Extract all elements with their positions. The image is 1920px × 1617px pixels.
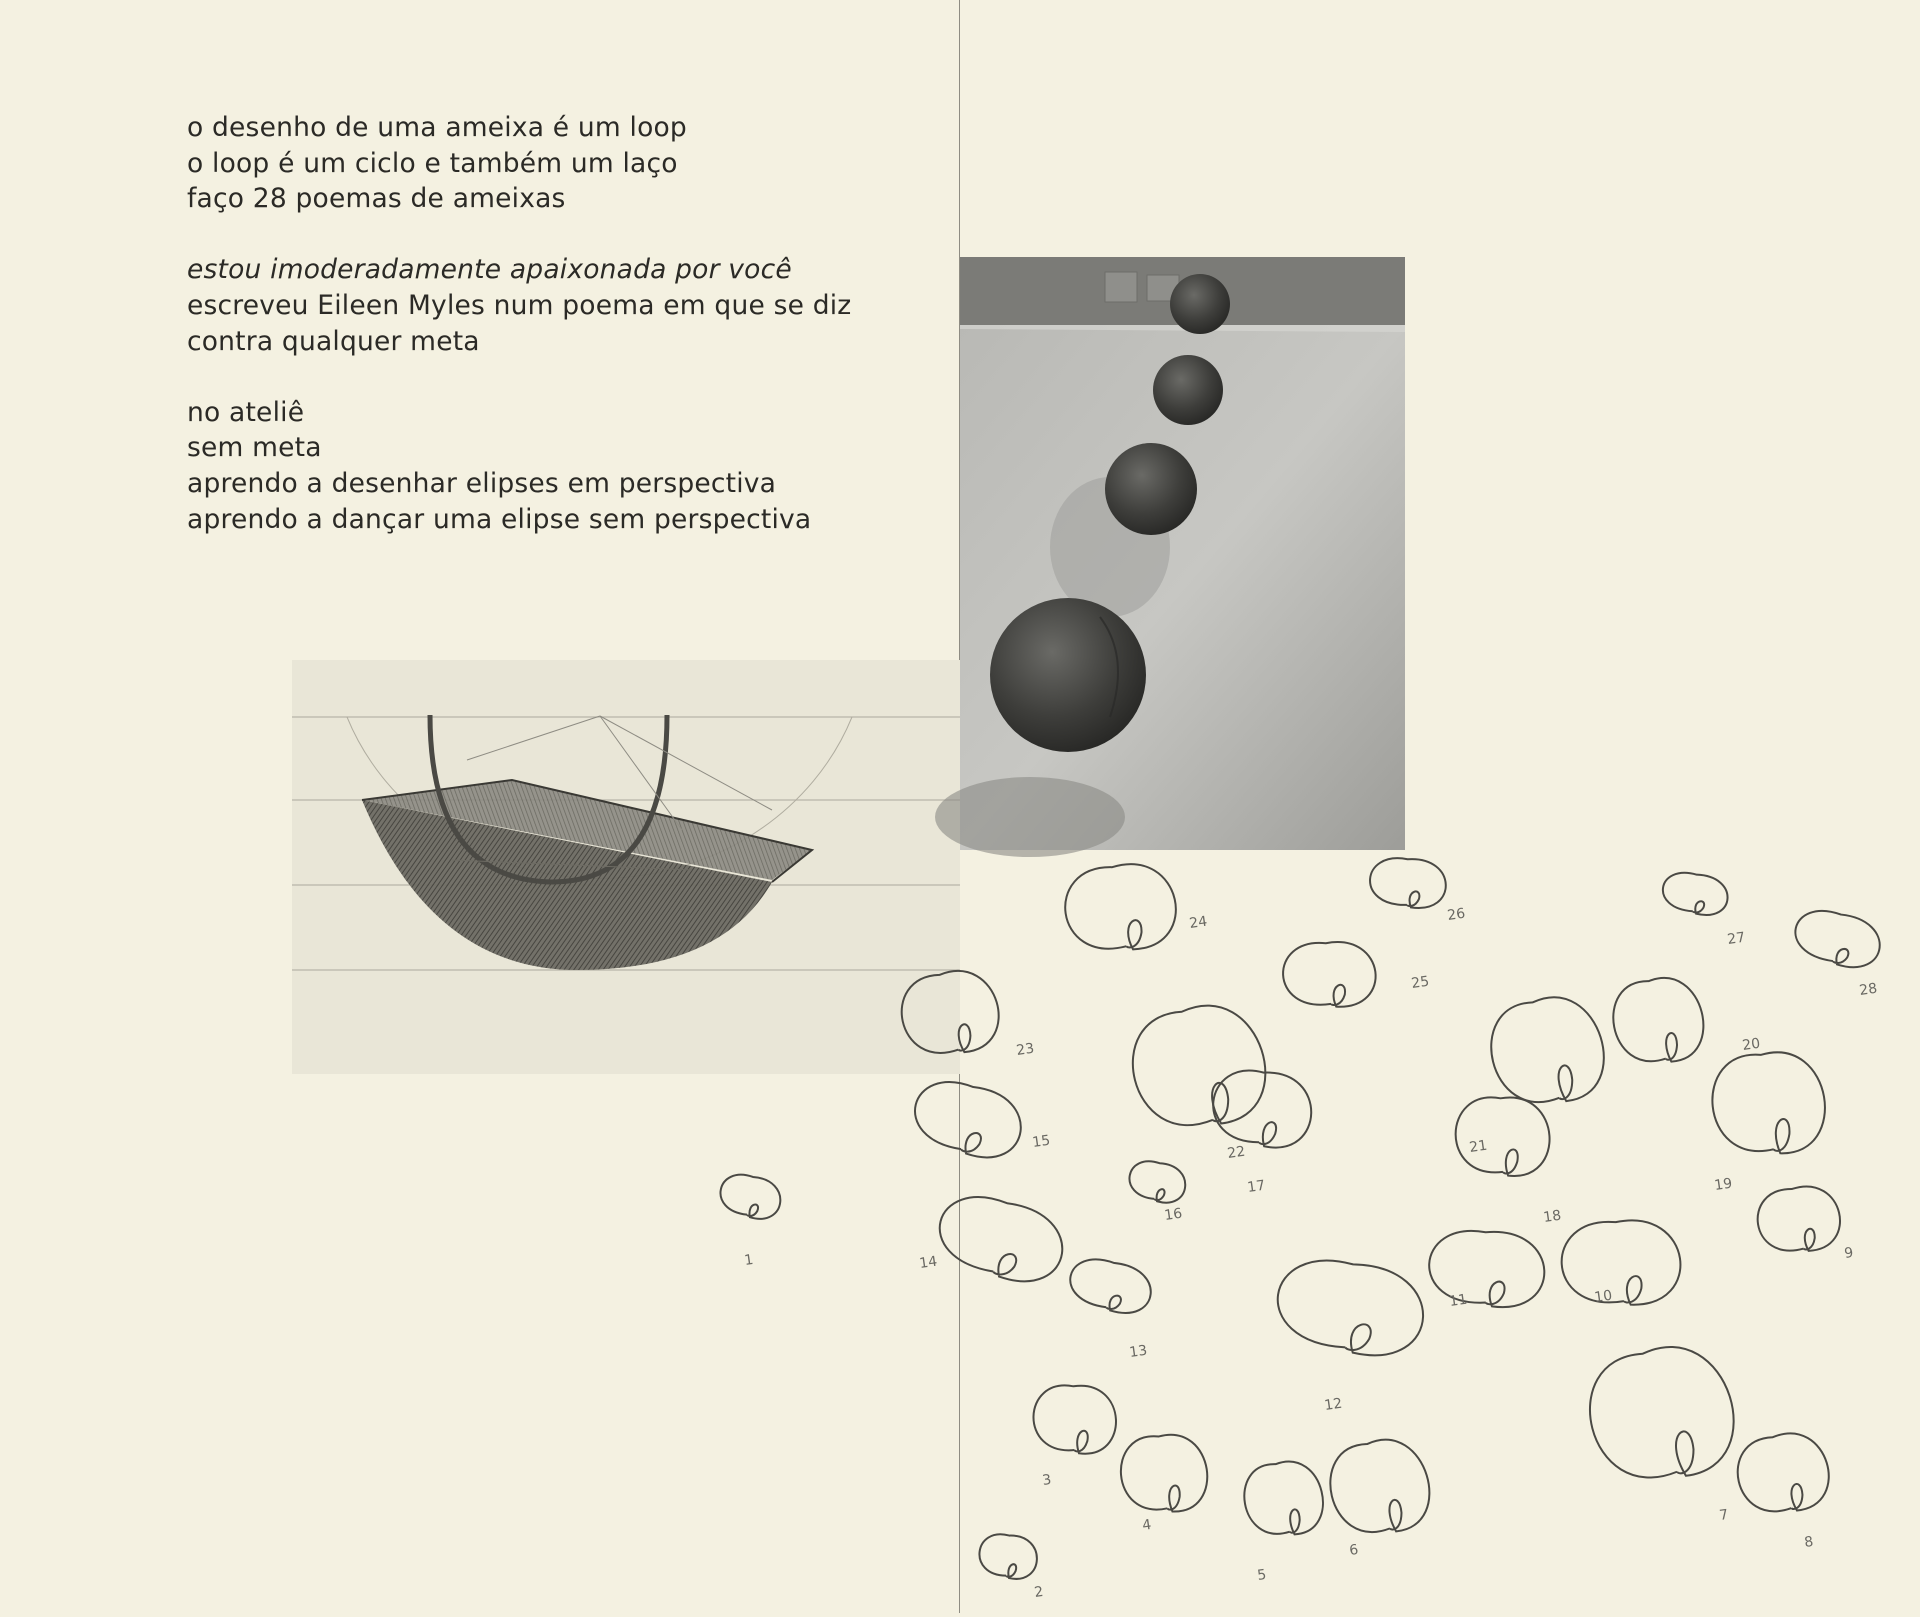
plum-loop-sketch: [1282, 940, 1431, 1009]
plum-loop-sketch: [1271, 1254, 1429, 1414]
plum-loop-sketch: [1607, 972, 1761, 1072]
sketch-number-label: 14: [918, 1253, 939, 1272]
sketch-number-label: 10: [1593, 1287, 1614, 1306]
sketch-number-label: 27: [1726, 929, 1747, 948]
sketch-number-label: 17: [1246, 1177, 1267, 1196]
sketch-number-label: 11: [1448, 1291, 1469, 1310]
plum-loop-path: [1456, 1097, 1550, 1176]
sketch-number-label: 25: [1410, 973, 1431, 992]
plum-loop-sketch: [895, 963, 1036, 1064]
sketch-number-label: 20: [1741, 1035, 1762, 1054]
sketch-number-label: 5: [1256, 1566, 1268, 1584]
sketch-number-label: 21: [1468, 1137, 1489, 1156]
poem-line: aprendo a dançar uma elipse sem perspectiva: [187, 503, 812, 535]
sketch-number-label: 18: [1542, 1207, 1563, 1226]
plum-loop-path: [1209, 1067, 1315, 1151]
plum-loop-path: [1660, 869, 1731, 918]
plum-loop-path: [1577, 1334, 1746, 1496]
sketch-number-label: 28: [1858, 980, 1879, 999]
plum-loop-path: [1708, 1048, 1830, 1160]
plum-loop-path: [907, 1074, 1028, 1165]
plum-loop-path: [1607, 972, 1710, 1072]
plums-on-table-image: [960, 257, 1405, 850]
poem-line: estou imoderadamente apaixonada por você: [187, 254, 792, 286]
plum-loop-sketch: [1060, 858, 1208, 958]
sketch-number-label: 23: [1015, 1040, 1036, 1059]
sketch-number-label: 7: [1718, 1506, 1730, 1524]
sketch-number-label: 12: [1323, 1395, 1344, 1414]
sketch-number-label: 2: [1033, 1583, 1045, 1601]
plum-loop-sketch: [1118, 1432, 1210, 1534]
plum-loop-path: [1239, 1456, 1328, 1542]
poem-stanza-1: [187, 110, 927, 217]
plum-loop-sketch: [907, 1074, 1051, 1165]
plum-loop-sketch: [1660, 869, 1746, 948]
plum-loop-sketch: [1753, 1182, 1854, 1262]
sketch-number-label: 9: [1843, 1244, 1855, 1262]
poem-line: faço 28 poemas de ameixas: [187, 183, 566, 215]
plum-loop-sketch: [1033, 1385, 1117, 1489]
plum-sketches-drawing: [743, 840, 1920, 1613]
poem-line: o loop é um ciclo e também um laço: [187, 147, 678, 179]
sketch-number-label: 24: [1188, 913, 1209, 932]
poem-line: escreveu Eileen Myles num poema em que se diz: [187, 289, 852, 321]
plum-loop-path: [1065, 1254, 1155, 1318]
plum-loop-path: [1121, 994, 1277, 1142]
poem-line: contra qualquer meta: [187, 325, 480, 357]
plum-loop-sketch: [1790, 905, 1885, 999]
plum-loop-path: [1753, 1182, 1844, 1259]
plum-loop-path: [977, 1532, 1040, 1581]
plum-loop-path: [1322, 1431, 1438, 1544]
sketch-number-label: 15: [1031, 1132, 1052, 1151]
poem-stanza-2: [187, 252, 927, 359]
plum-loop-path: [717, 1171, 785, 1223]
sketch-number-label: 16: [1163, 1205, 1184, 1224]
plum-loop-sketch: [1427, 1229, 1546, 1310]
sketch-number-label: 19: [1713, 1175, 1734, 1194]
plum-loop-path: [1559, 1217, 1683, 1309]
plum-loop-path: [1118, 1432, 1210, 1516]
plum-loop-sketch: [1708, 1048, 1830, 1194]
plum-loop-path: [931, 1188, 1071, 1291]
plum-loop-path: [1271, 1254, 1429, 1363]
plum-loop-sketch: [1577, 1334, 1746, 1524]
poem-stanza-3: [187, 395, 927, 537]
plum-loop-sketch: [717, 1171, 785, 1269]
plum-loop-sketch: [1322, 1431, 1438, 1559]
plum-loop-path: [1427, 1229, 1546, 1309]
sketch-number-label: 1: [743, 1251, 755, 1269]
plum-loop-path: [895, 963, 1006, 1064]
plum-loop-sketch: [918, 1188, 1071, 1291]
plums-photo: [960, 257, 1405, 850]
plum-loop-sketch: [1126, 1158, 1189, 1224]
plum-loop-sketch: [1121, 994, 1277, 1162]
sketch-number-label: 6: [1348, 1541, 1360, 1559]
plum-loop-path: [1033, 1385, 1117, 1454]
plum-loop-path: [1126, 1158, 1189, 1206]
sketch-number-label: 4: [1141, 1516, 1153, 1534]
plum-loop-sketch: [1468, 988, 1613, 1156]
plum-loop-sketch: [1456, 1097, 1563, 1226]
plum-sketches: [743, 840, 1920, 1613]
plum-loop-sketch: [977, 1532, 1045, 1601]
plum-loop-sketch: [1559, 1217, 1683, 1309]
poem-text: [187, 110, 927, 573]
plum-loop-sketch: [1239, 1456, 1328, 1584]
plum-loop-path: [1369, 857, 1448, 910]
plum-loop-path: [1060, 858, 1181, 958]
plum-loop-sketch: [1731, 1426, 1836, 1551]
plum-loop-path: [1282, 940, 1377, 1009]
plum-loop-path: [1790, 905, 1885, 973]
plum-loop-path: [1731, 1426, 1836, 1522]
poem-line: o desenho de uma ameixa é um loop: [187, 112, 687, 143]
sketch-number-label: 22: [1226, 1143, 1247, 1162]
sketch-number-label: 13: [1128, 1342, 1149, 1361]
sketch-number-label: 26: [1446, 905, 1467, 924]
plum-loop-path: [1481, 988, 1613, 1117]
plum-loop-sketch: [1065, 1254, 1155, 1361]
plum-loop-sketch: [1369, 857, 1467, 924]
poem-line: sem meta: [187, 432, 322, 464]
sketch-number-label: 8: [1803, 1533, 1815, 1551]
sketch-number-label: 3: [1041, 1471, 1053, 1489]
poem-line: no ateliê: [187, 396, 305, 428]
poem-line: aprendo a desenhar elipses em perspectiva: [187, 467, 777, 499]
